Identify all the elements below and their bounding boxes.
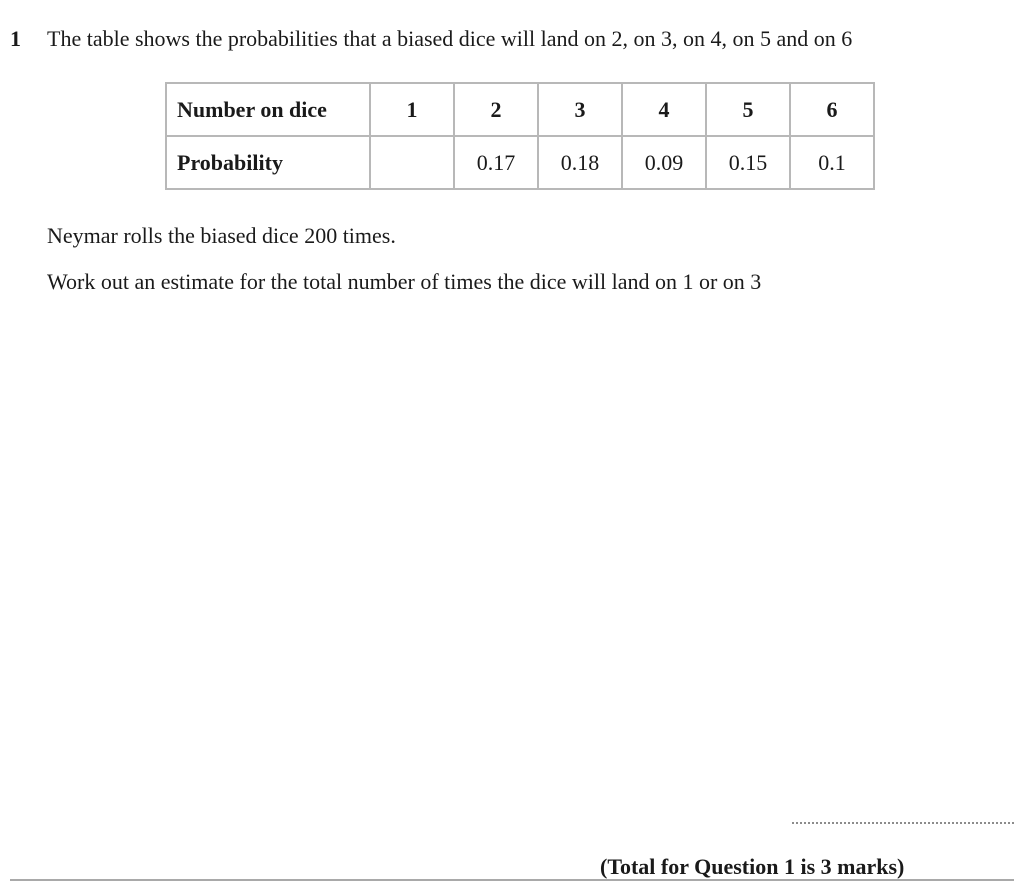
bottom-divider <box>10 879 1014 881</box>
table-cell-probability: 0.1 <box>790 136 874 189</box>
table-row-probabilities <box>166 136 874 189</box>
table-header-number-on-dice: Number on dice <box>166 83 370 136</box>
probability-table <box>165 82 875 190</box>
question-rolls-text: Neymar rolls the biased dice 200 times. <box>47 223 396 248</box>
table-cell-probability: 0.18 <box>538 136 622 189</box>
table-cell-number: 1 <box>370 83 454 136</box>
table-header-probability: Probability <box>166 136 370 189</box>
table-cell-probability: 0.17 <box>454 136 538 189</box>
table-cell-probability: 0.15 <box>706 136 790 189</box>
question-number: 1 <box>10 26 21 51</box>
table-cell-number: 3 <box>538 83 622 136</box>
table-cell-number: 2 <box>454 83 538 136</box>
table-cell-number: 5 <box>706 83 790 136</box>
table-cell-number: 4 <box>622 83 706 136</box>
answer-line[interactable] <box>792 822 1014 824</box>
question-task-text: Work out an estimate for the total number of times the dice will land on 1 or on 3 <box>47 269 762 294</box>
table-cell-probability-blank <box>370 136 454 189</box>
question-intro: The table shows the probabilities that a biased dice will land on 2, on 3, on 4, on 5 and on 6 <box>47 26 853 51</box>
table-cell-probability: 0.09 <box>622 136 706 189</box>
table-cell-number: 6 <box>790 83 874 136</box>
question-total-marks: (Total for Question 1 is 3 marks) <box>600 854 905 879</box>
table-row-numbers <box>166 83 874 136</box>
